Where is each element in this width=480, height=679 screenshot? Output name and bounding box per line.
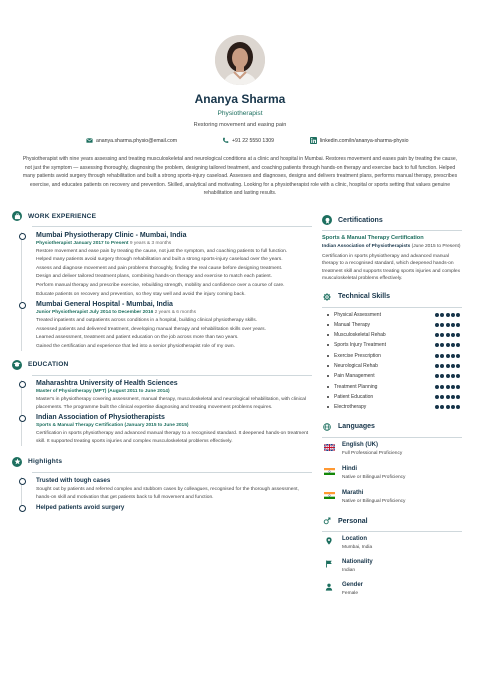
rating-dot	[435, 405, 439, 409]
briefcase-icon	[12, 211, 22, 221]
language-item	[322, 441, 462, 465]
india-flag-icon	[324, 468, 335, 475]
personal-item-location	[322, 536, 462, 559]
employer-name: Mumbai Physiotherapy Clinic - Mumbai, India	[36, 231, 187, 239]
rating-dot	[456, 385, 460, 389]
skill-rating	[435, 323, 460, 327]
degree-dates: Sports & Manual Therapy Certification (January 2015 to June 2015)	[36, 423, 189, 429]
rating-dot	[446, 364, 450, 368]
bullet-icon	[327, 355, 329, 357]
education-description: Master's in physiotherapy covering assessment, manual therapy, musculoskeletal and neurological rehabilitation, with clinical placements. The programme built the clinical expertise diagnosing and treating movement problems requires.	[36, 397, 306, 410]
linkedin-contact[interactable]	[310, 137, 409, 144]
skill-row	[322, 403, 462, 413]
rating-dot	[435, 333, 439, 337]
language-name: English (UK)	[342, 442, 378, 449]
rating-dot	[456, 354, 460, 358]
email-icon	[86, 137, 93, 144]
section-title-languages: Languages	[338, 423, 375, 431]
skill-name: Patient Education	[334, 393, 374, 400]
language-name: Marathi	[342, 490, 364, 497]
section-title-skills: Technical Skills	[338, 293, 391, 301]
gender-icon	[322, 516, 332, 526]
rating-dot	[446, 323, 450, 327]
section-title-experience: WORK EXPERIENCE	[28, 212, 97, 220]
bullet-icon	[327, 365, 329, 367]
bullet-icon	[327, 406, 329, 408]
bullet-text: Assess and diagnose movement and pain problems thoroughly, finding the real cause before designing treatment.	[36, 265, 283, 271]
institution-name: Indian Association of Physiotherapists	[36, 414, 165, 422]
rating-dot	[446, 333, 450, 337]
globe-icon	[322, 422, 332, 432]
rating-dot	[440, 343, 444, 347]
skill-rating	[435, 313, 460, 317]
linkedin-icon	[310, 137, 317, 144]
certification-issuer	[322, 243, 462, 250]
skill-name: Sports Injury Treatment	[334, 342, 386, 349]
rating-dot	[451, 313, 455, 317]
rating-dot	[440, 395, 444, 399]
rating-dot	[451, 323, 455, 327]
contact-bar	[0, 137, 480, 149]
skill-name: Pain Management	[334, 373, 375, 380]
bullet-icon	[327, 386, 329, 388]
role-dates-text: Junior Physiotherapist July 2014 to December 2016	[36, 310, 154, 316]
skill-rating	[435, 343, 460, 347]
rating-dot	[440, 374, 444, 378]
highlight-description: Sought out by patients and referred complex and stubborn cases by colleagues, recognised for the thorough assessment, hands-on skill and motivation that get patients back to full movement and function.	[36, 487, 299, 500]
bullet-text: Educate patients on recovery and prevention, so they stay well and avoid the injury coming back.	[36, 291, 246, 297]
education-item	[36, 380, 312, 411]
role-dates	[36, 241, 312, 246]
rating-dot	[446, 354, 450, 358]
skill-rating	[435, 395, 460, 399]
rating-dot	[456, 333, 460, 337]
rating-dot	[446, 405, 450, 409]
rating-dot	[440, 364, 444, 368]
gear-icon	[322, 292, 332, 302]
language-item	[322, 489, 462, 513]
skill-rating	[435, 364, 460, 368]
skill-row	[322, 393, 462, 403]
bullet-text: Learned assessment, treatment and patient education on the job across more than two years.	[36, 335, 239, 341]
certification-dates: (June 2015 to Present)	[411, 243, 461, 249]
experience-bullets	[36, 317, 312, 350]
flag-icon	[325, 560, 333, 568]
role-dates	[36, 310, 312, 315]
rating-dot	[440, 333, 444, 337]
rating-dot	[440, 385, 444, 389]
phone-text: +91 22 5550 1309	[232, 137, 274, 144]
employer-name: Mumbai General Hospital - Mumbai, India	[36, 301, 173, 309]
duration-text: 9 years & 3 months	[129, 240, 172, 246]
language-item	[322, 465, 462, 489]
highlight-item	[36, 504, 312, 511]
rating-dot	[456, 343, 460, 347]
rating-dot	[456, 405, 460, 409]
certificate-icon	[322, 215, 332, 225]
personal-label: Location	[342, 535, 367, 542]
education-timeline	[21, 380, 312, 445]
highlights-timeline	[21, 477, 312, 511]
section-header-skills	[322, 291, 462, 303]
rating-dot	[446, 313, 450, 317]
rating-dot	[456, 313, 460, 317]
section-header-personal	[322, 515, 462, 527]
bullet-icon	[327, 344, 329, 346]
education-item	[36, 414, 312, 445]
skill-rating	[435, 333, 460, 337]
right-column	[322, 214, 462, 605]
skill-rating	[435, 405, 460, 409]
uk-flag-icon	[324, 444, 335, 451]
timeline-dot	[19, 302, 26, 309]
timeline-dot	[19, 381, 26, 388]
india-flag-icon	[324, 492, 335, 499]
rating-dot	[435, 364, 439, 368]
skill-name: Electrotherapy	[334, 404, 367, 411]
star-badge-icon	[12, 457, 22, 467]
skill-rating	[435, 354, 460, 358]
rating-dot	[440, 313, 444, 317]
bullet-icon	[327, 324, 329, 326]
candidate-name: Ananya Sharma	[194, 92, 286, 106]
rating-dot	[435, 395, 439, 399]
bullet-text: Design and deliver tailored treatment plans, combining hands-on therapy and exercise to match each patient.	[36, 274, 272, 280]
role-dates-text: Physiotherapist January 2017 to Present	[36, 240, 129, 246]
section-title-certifications: Certifications	[338, 216, 383, 224]
skill-row	[322, 362, 462, 372]
rating-dot	[456, 364, 460, 368]
graduation-cap-icon	[12, 360, 22, 370]
rating-dot	[451, 343, 455, 347]
rating-dot	[451, 374, 455, 378]
skill-name: Treatment Planning	[334, 383, 378, 390]
rating-dot	[435, 374, 439, 378]
bullet-text: Treated inpatients and outpatients across conditions in a hospital, building clinical physiotherapy skills.	[36, 318, 258, 324]
timeline-dot	[19, 478, 26, 485]
personal-value: Mumbai, India	[342, 544, 373, 550]
rating-dot	[451, 354, 455, 358]
rating-dot	[446, 395, 450, 399]
rating-dot	[451, 364, 455, 368]
timeline-dot	[19, 505, 26, 512]
experience-item	[36, 232, 312, 299]
skill-rating	[435, 374, 460, 378]
skill-row	[322, 372, 462, 382]
issuer-name: Indian Association of Physiotherapists	[322, 243, 411, 249]
divider	[32, 226, 312, 227]
skill-name: Physical Assessment	[334, 311, 381, 318]
rating-dot	[446, 374, 450, 378]
education-description: Certification in sports physiotherapy and advanced manual therapy to a recognised standard. It deepened hands-on treatment skill. It supported treating sports injuries and complex musculoskeletal problems effectively.	[36, 431, 309, 444]
linkedin-text: linkedin.com/in/ananya-sharma-physio	[320, 137, 409, 144]
personal-item-nationality	[322, 559, 462, 582]
language-level: Full Professional Proficiency	[342, 451, 403, 457]
section-header-certifications	[322, 214, 462, 226]
rating-dot	[456, 323, 460, 327]
divider	[322, 307, 462, 308]
bullet-text: Perform manual therapy and prescribe exercise, rebuilding strength, mobility and confidence over a course of care.	[36, 282, 285, 288]
bullet-text: Restore movement and ease pain by treating the cause, not just the symptom, and coaching patients to full function.	[36, 248, 288, 254]
avatar	[215, 35, 265, 85]
degree-dates: Master of Physiotherapy (MPT) (August 2011 to June 2014)	[36, 389, 170, 395]
rating-dot	[451, 405, 455, 409]
timeline-dot	[19, 415, 26, 422]
email-contact[interactable]	[86, 137, 177, 144]
bullet-icon	[327, 396, 329, 398]
divider	[322, 531, 462, 532]
skill-row	[322, 352, 462, 362]
certification-description: Certification in sports physiotherapy and advanced manual therapy to a recognised standard, which deepened hands-on treatment skill and supports treating sports injuries and complex musculoskeletal problems effectively.	[322, 253, 461, 282]
profile-summary: Physiotherapist with nine years assessing and treating musculoskeletal and neurological conditions at a clinic and hospital in Mumbai. Restores movement and eases pain by treating the cause, not just the symptom — assessing thoroughly, diagnosing the problem, designing tailored treatment, and coaching patients through hands-on therapy and exercise back to full function. Helped many patients avoid surgery through rehabilitation and built a strong sports-injury caseload. Assesses and diagnoses, designs and delivers treatment plans, performs manual therapy, prescribes exercise, and educates patients on recovery and prevention. Skilled, analytical and motivating. Looking for a physiotherapist role with a clinic, hospital or sports setting that values genuine rehabilitation and lasting results.	[22, 156, 458, 197]
rating-dot	[435, 323, 439, 327]
skill-row	[322, 331, 462, 341]
skill-name: Manual Therapy	[334, 321, 371, 328]
rating-dot	[435, 343, 439, 347]
language-name: Hindi	[342, 466, 357, 473]
bullet-icon	[327, 334, 329, 336]
rating-dot	[446, 343, 450, 347]
personal-value: Indian	[342, 567, 356, 573]
rating-dot	[440, 354, 444, 358]
phone-icon	[222, 137, 229, 144]
rating-dot	[451, 395, 455, 399]
skill-row	[322, 311, 462, 321]
timeline-dot	[19, 233, 26, 240]
email-text: ananya.sharma.physio@email.com	[96, 137, 178, 144]
skill-name: Exercise Prescription	[334, 352, 381, 359]
personal-value: Female	[342, 590, 358, 596]
tagline: Restoring movement and easing pain	[193, 122, 287, 128]
bullet-text: Gained the certification and experience that led into a senior physiotherapist role of my own.	[36, 343, 235, 349]
user-icon	[325, 583, 333, 591]
section-header-experience	[12, 210, 312, 222]
rating-dot	[446, 385, 450, 389]
left-column	[12, 210, 312, 511]
bullet-icon	[327, 314, 329, 316]
highlight-title: Helped patients avoid surgery	[36, 504, 125, 512]
rating-dot	[451, 385, 455, 389]
skill-row	[322, 383, 462, 393]
location-pin-icon	[325, 537, 333, 545]
skill-name: Musculoskeletal Rehab	[334, 332, 386, 339]
phone-contact[interactable]	[222, 137, 274, 144]
institution-name: Maharashtra University of Health Sciences	[36, 380, 178, 388]
rating-dot	[435, 313, 439, 317]
section-title-personal: Personal	[338, 517, 368, 525]
rating-dot	[435, 354, 439, 358]
duration-text: 2 years & 6 months	[154, 310, 196, 316]
rating-dot	[456, 395, 460, 399]
rating-dot	[456, 374, 460, 378]
divider	[32, 375, 312, 376]
divider	[322, 437, 462, 438]
experience-item	[36, 301, 312, 350]
divider	[322, 230, 462, 231]
rating-dot	[440, 323, 444, 327]
personal-item-gender	[322, 582, 462, 605]
section-header-highlights	[12, 456, 312, 468]
rating-dot	[451, 333, 455, 337]
divider	[32, 472, 312, 473]
bullet-icon	[327, 375, 329, 377]
skill-rating	[435, 385, 460, 389]
personal-label: Nationality	[342, 558, 373, 565]
bullet-text: Helped many patients avoid surgery through rehabilitation and built a strong sports-injury caseload over the years.	[36, 257, 283, 263]
section-header-education	[12, 359, 312, 371]
highlight-item	[36, 477, 312, 501]
certification-title: Sports & Manual Therapy Certification	[322, 234, 424, 241]
section-title-highlights: Highlights	[28, 458, 63, 465]
section-title-education: EDUCATION	[28, 361, 69, 369]
highlight-title: Trusted with tough cases	[36, 477, 111, 485]
rating-dot	[440, 405, 444, 409]
language-level: Native or Bilingual Proficiency	[342, 475, 406, 481]
job-title: Physiotherapist	[217, 110, 263, 117]
section-header-languages	[322, 421, 462, 433]
skill-row	[322, 341, 462, 351]
personal-label: Gender	[342, 581, 364, 588]
skills-list	[322, 311, 462, 414]
experience-bullets	[36, 248, 312, 299]
skill-row	[322, 321, 462, 331]
language-level: Native or Bilingual Proficiency	[342, 499, 406, 505]
rating-dot	[435, 385, 439, 389]
experience-timeline	[21, 232, 312, 351]
bullet-text: Assessed patients and delivered treatment, developing manual therapy and rehabilitation skills over years.	[36, 326, 266, 332]
skill-name: Neurological Rehab	[334, 363, 378, 370]
